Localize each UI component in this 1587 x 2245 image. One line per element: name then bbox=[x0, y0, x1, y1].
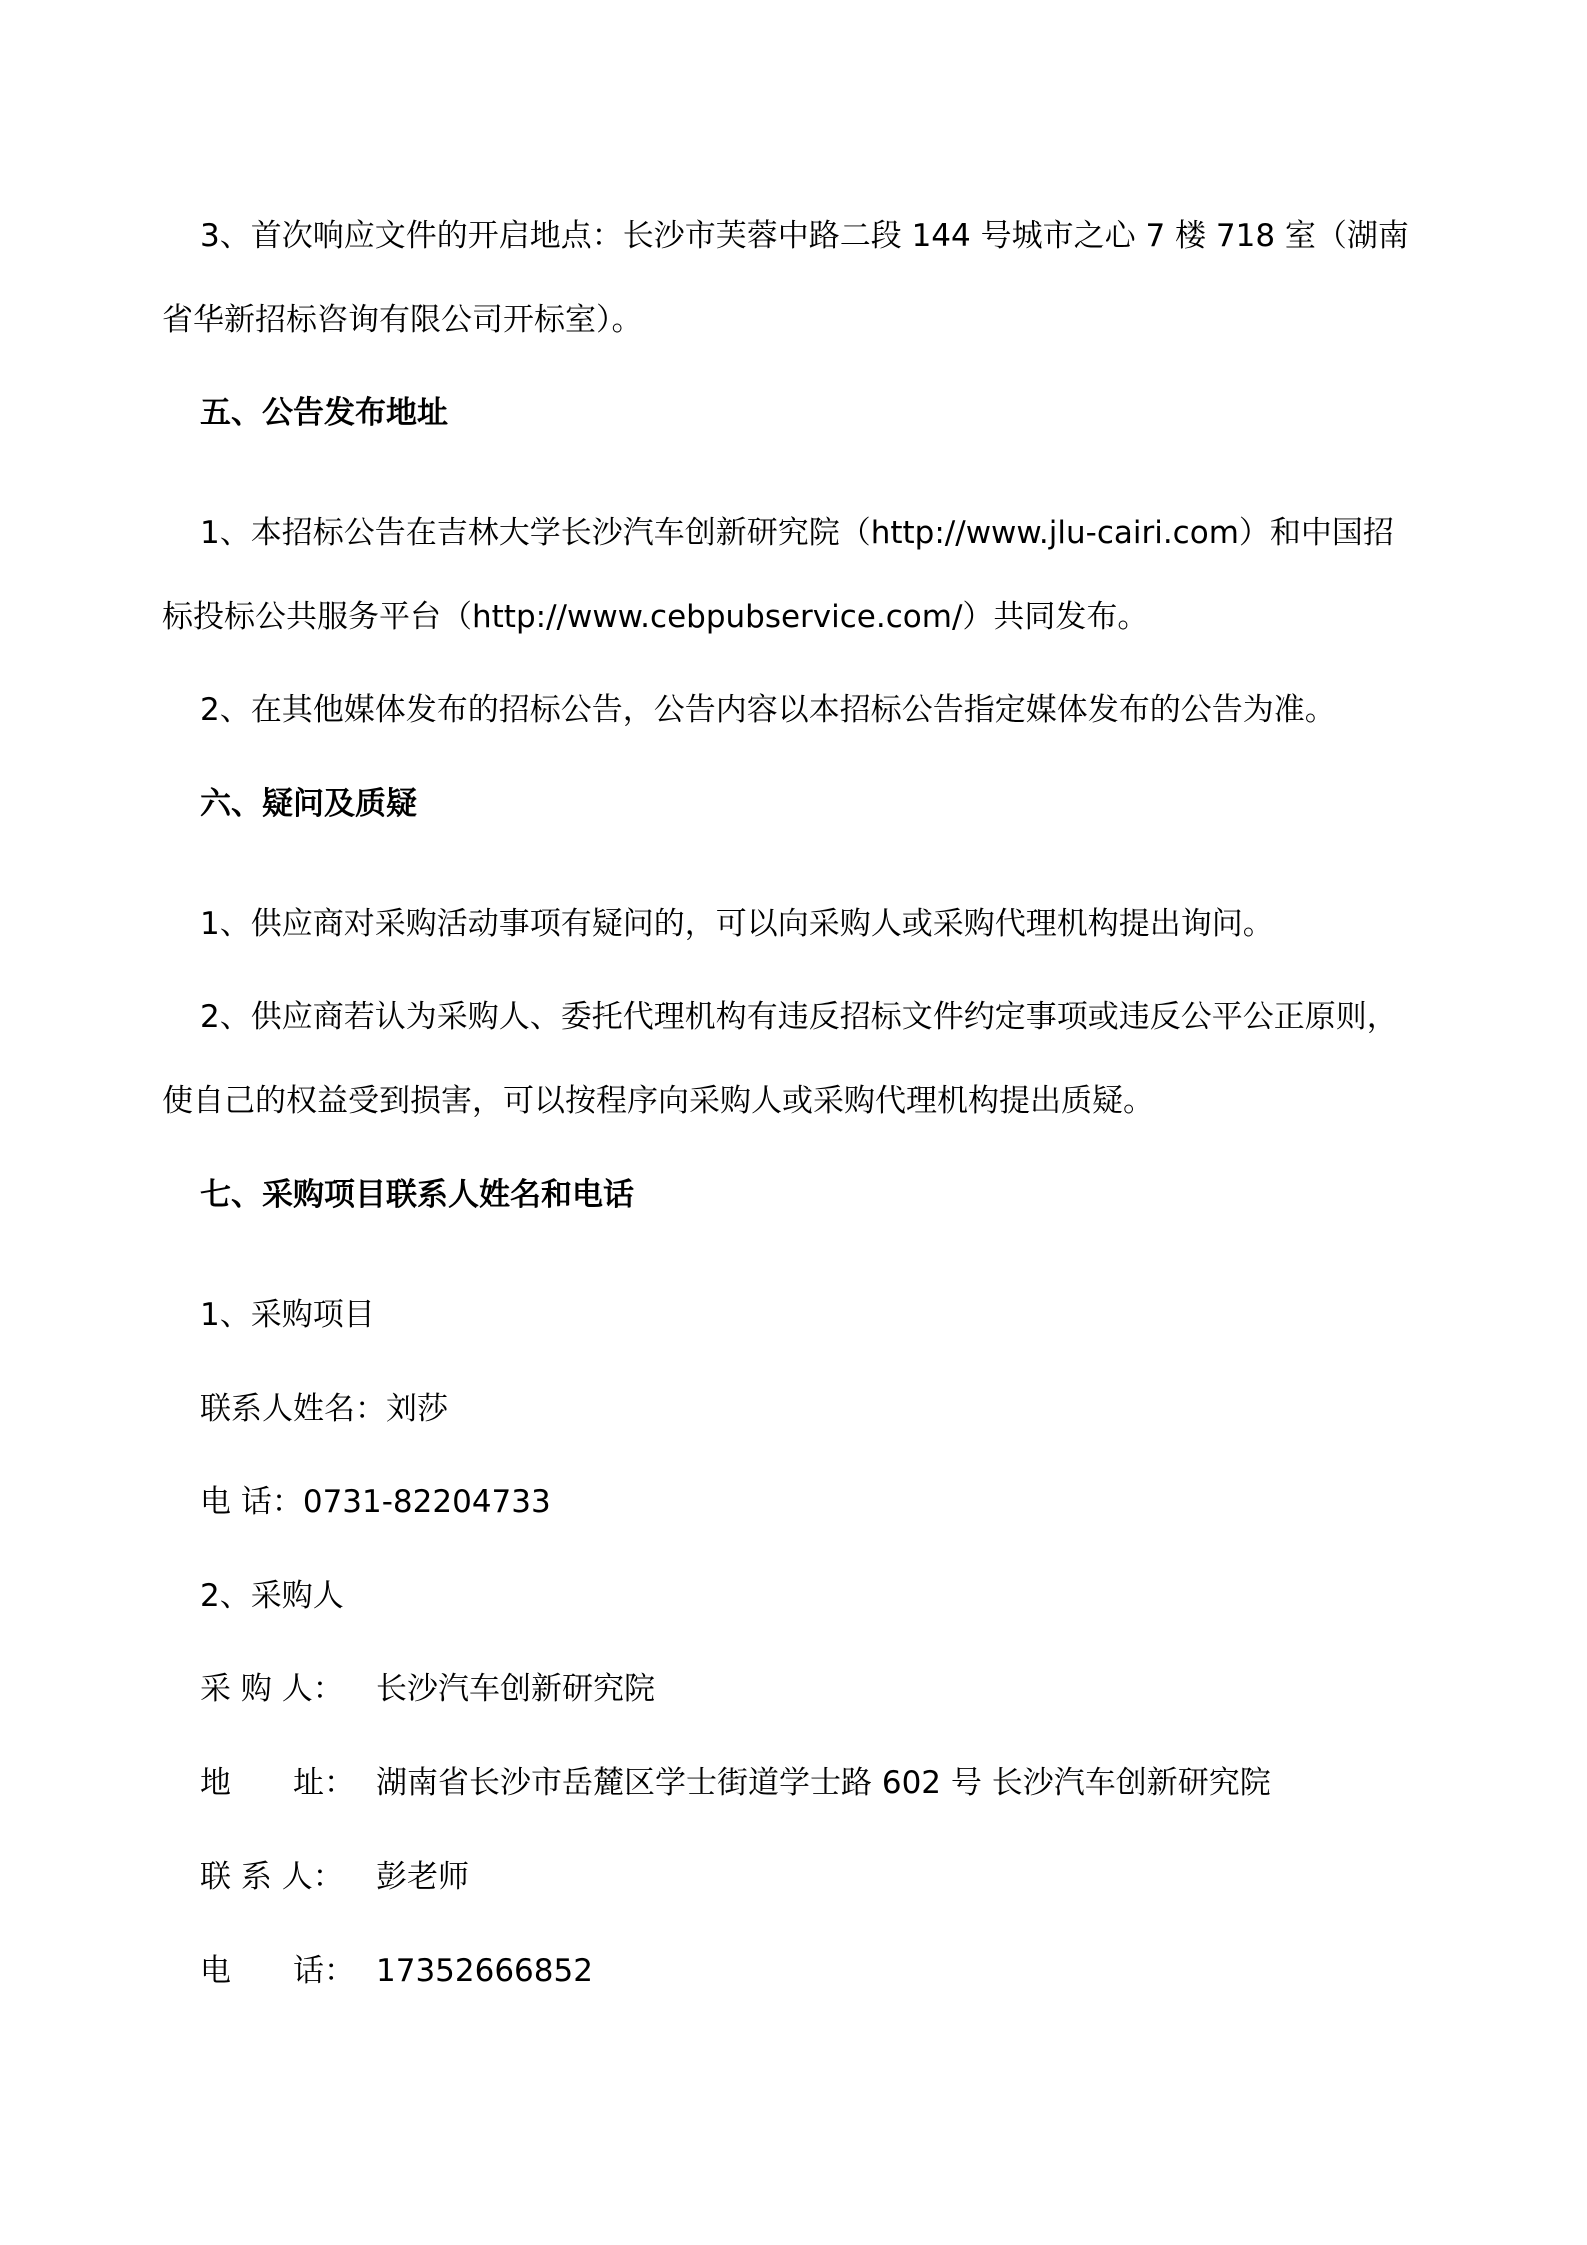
purchaser-phone-row bbox=[200, 1951, 593, 1991]
purchaser-name-row bbox=[200, 1669, 655, 1709]
purchaser-phone-label: 电 话： bbox=[200, 1953, 355, 1989]
purchaser-name-label: 采 购 人： bbox=[200, 1671, 344, 1707]
section6-item2-line1: 2、供应商若认为采购人、委托代理机构有违反招标文件约定事项或违反公平公正原则， bbox=[200, 999, 1398, 1035]
section6-item2-line2: 使自己的权益受到损害，可以按程序向采购人或采购代理机构提出质疑。 bbox=[162, 1083, 1154, 1119]
purchaser-title: 2、采购人 bbox=[200, 1578, 344, 1614]
purchaser-contact-row bbox=[200, 1857, 469, 1897]
section6-heading: 六、疑问及质疑 bbox=[200, 786, 417, 822]
section5-heading: 五、公告发布地址 bbox=[200, 395, 448, 431]
project-title: 1、采购项目 bbox=[200, 1297, 375, 1333]
section5-item1-line2: 标投标公共服务平台（http://www.cebpubservice.com/）共同发布。 bbox=[162, 599, 1149, 635]
purchaser-phone-value: 17352666852 bbox=[376, 1953, 593, 1989]
project-contact-line: 联系人姓名：刘莎 bbox=[200, 1391, 448, 1427]
project-phone-line: 电 话：0731-82204733 bbox=[200, 1484, 551, 1520]
purchaser-contact-label: 联 系 人： bbox=[200, 1859, 344, 1895]
purchaser-contact-value: 彭老师 bbox=[376, 1859, 469, 1895]
section7-heading: 七、采购项目联系人姓名和电话 bbox=[200, 1177, 634, 1213]
purchaser-name-value: 长沙汽车创新研究院 bbox=[376, 1671, 655, 1707]
section6-item1: 1、供应商对采购活动事项有疑问的，可以向采购人或采购代理机构提出询问。 bbox=[200, 906, 1274, 942]
purchaser-address-value: 湖南省长沙市岳麓区学士街道学士路 602 号 长沙汽车创新研究院 bbox=[376, 1765, 1271, 1801]
purchaser-address-row bbox=[200, 1763, 1271, 1803]
purchaser-address-label: 地 址： bbox=[200, 1765, 355, 1801]
section4-item3-line2: 省华新招标咨询有限公司开标室）。 bbox=[162, 302, 643, 338]
section5-item1-line1: 1、本招标公告在吉林大学长沙汽车创新研究院（http://www.jlu-cairi.com）和中国招 bbox=[200, 515, 1394, 551]
section4-item3-line1: 3、首次响应文件的开启地点：长沙市芙蓉中路二段 144 号城市之心 7 楼 718 室（湖南 bbox=[200, 218, 1409, 254]
section5-item2: 2、在其他媒体发布的招标公告，公告内容以本招标公告指定媒体发布的公告为准。 bbox=[200, 692, 1336, 728]
